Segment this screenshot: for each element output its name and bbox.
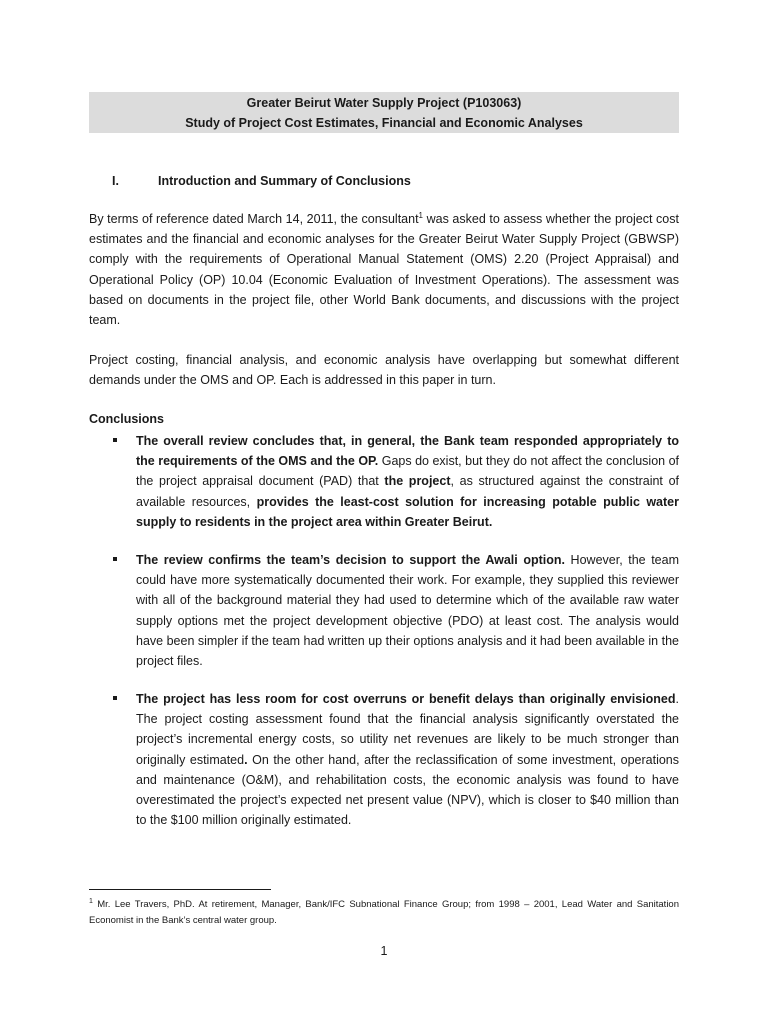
footnote-separator xyxy=(89,889,271,890)
title-band xyxy=(89,92,679,133)
section-title: Introduction and Summary of Conclusions xyxy=(158,174,411,188)
bullet-square-icon xyxy=(113,557,117,561)
footnote: $^1$ Mr. Lee Travers, PhD. At retirement, Manager, Bank/IFC Subnational Finance Group; from 1998 – 2001, Lead Water and Sanitation Economist in the Bank’s central water group. xyxy=(89,897,679,926)
conclusion-bullet xyxy=(113,689,679,830)
bullet-text: The overall review concludes that, in general, the Bank team responded appropriately to the requirements of the OMS and the OP. Gaps do exist, but they do not affect the conclusion of the project appraisal document (PAD) that the project, as structured against the constraint of available resources, provides the least-cost solution for increasing potable public water supply to residents in the project area within Greater Beirut. xyxy=(136,434,680,529)
intro-paragraph: By terms of reference dated March 14, 2011, the consultant$^1$ was asked to assess whether the project cost estimates and the financial and economic analyses for the Greater Beirut Water Supply Project (GBWSP) comply with the requirements of Operational Manual Statement (OMS) 2.20 (Project Appraisal) and Operational Policy (OP) 10.04 (Economic Evaluation of Investment Operations). The assessment was based on documents in the project file, other World Bank documents, and discussions with the project team. xyxy=(89,210,679,328)
bullet-text: The review confirms the team’s decision to support the Awali option. However, the team could have more systematically documented their work. For example, they supplied this reviewer with all of the background material they had used to determine which of the available raw water supply options met the project development objective (PDO) at least cost. The analysis would have been simpler if the team had written up their options analysis and it had been available in the project files. xyxy=(136,553,679,669)
bullet-square-icon xyxy=(113,438,117,442)
document-subtitle: Study of Project Cost Estimates, Financial and Economic Analyses xyxy=(185,115,583,130)
bullet-square-icon xyxy=(113,696,117,700)
page-number: 1 xyxy=(380,944,388,958)
conclusions-heading: Conclusions xyxy=(89,412,165,426)
scope-paragraph: Project costing, financial analysis, and economic analysis have overlapping but somewhat different demands under the OMS and OP. Each is addressed in this paper in turn. xyxy=(89,353,679,388)
document-title: Greater Beirut Water Supply Project (P103063) xyxy=(246,96,522,110)
conclusion-bullet xyxy=(113,550,679,671)
section-number: I. xyxy=(112,174,119,188)
conclusion-bullet xyxy=(113,431,679,532)
footnote-marker: 1 xyxy=(89,897,93,905)
footnote-reference: 1 xyxy=(418,210,423,220)
bullet-text: The project has less room for cost overruns or benefit delays than originally envisioned. The project costing assessment found that the financial analysis significantly overstated the project’s incremental energy costs, so utility net revenues are likely to be much stronger than originally estimated. On the other hand, after the reclassification of some investment, operations and maintenance (O&M), and rehabilitation costs, the economic analysis was found to have overestimated the project’s expected net present value (NPV), which is closer to $40 million than to the $100 million originally estimated. xyxy=(136,692,680,828)
